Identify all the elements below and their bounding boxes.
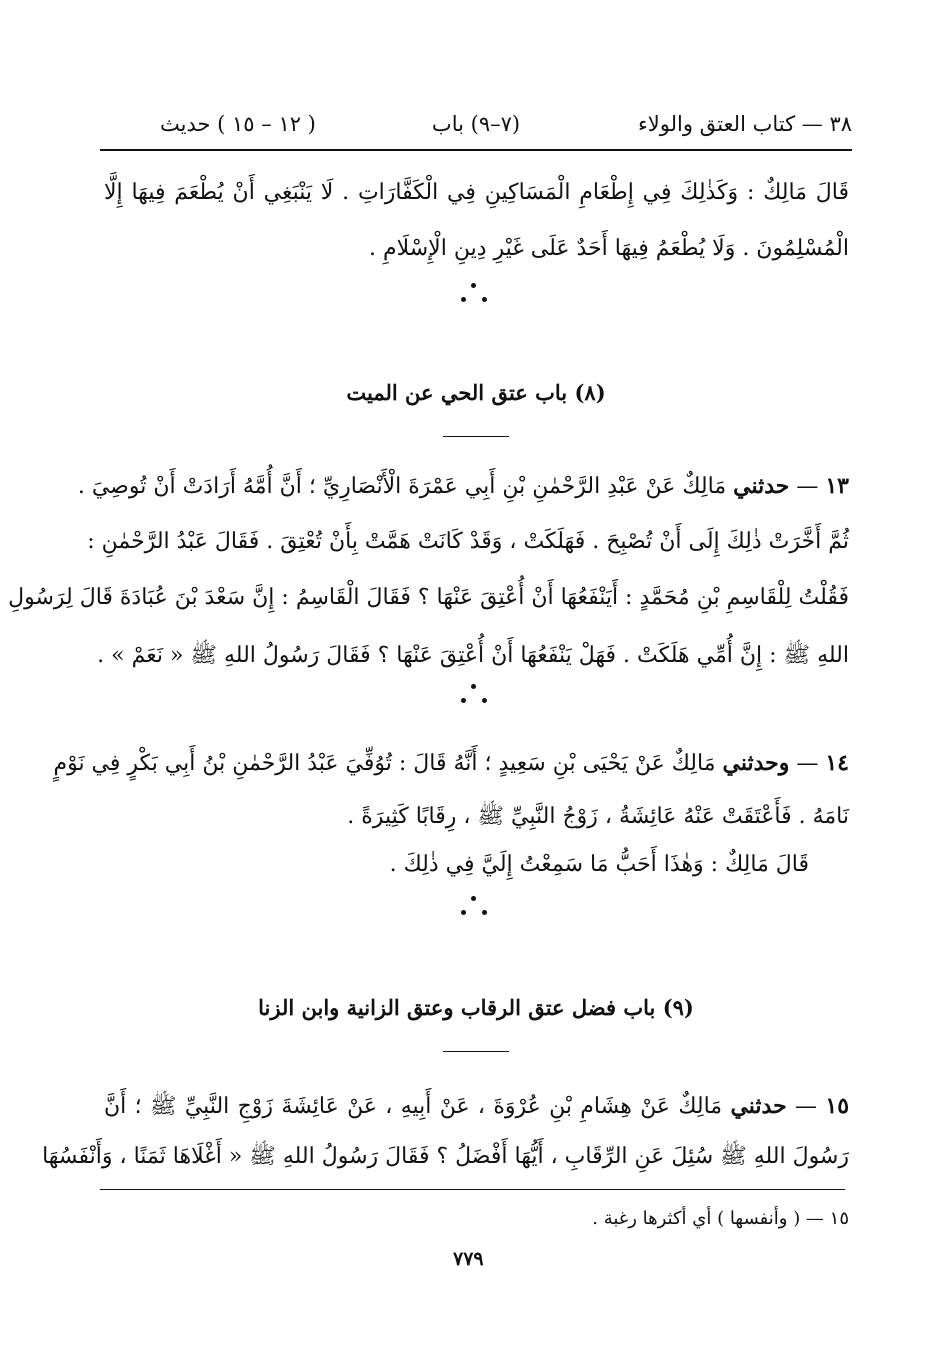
page-number: ٧٧٩ <box>453 1248 484 1270</box>
section-separator <box>454 895 494 921</box>
header-hadith-range: ( ١٢ – ١٥ ) حديث <box>160 112 316 136</box>
text-line: قَالَ مَالِكٌ : وَكَذٰلِكَ فِي إِطْعَامِ الْمَسَاكِينِ فِي الْكَفَّارَاتِ . لَا يَنْبَغِي أَنْ يُطْعَمَ فِيهَا إِلَّا <box>104 180 849 205</box>
hadith-text: مَالِكٌ عَنْ عَبْدِ الرَّحْمٰنِ بْنِ أَبِي عَمْرَةَ الْأَنْصَارِيِّ ؛ أَنَّ أُمَّهُ أَرَادَتْ أَنْ تُوصِيَ . <box>77 474 727 499</box>
hadith-14-line: ١٤ — وحدثني مَالِكٌ عَنْ يَحْيَى بْنِ سَعِيدٍ ؛ أَنَّهُ قَالَ : تُوُفِّيَ عَبْدُ الرَّحْمٰنِ بْنُ أَبِي بَكْرٍ فِي نَوْمٍ <box>53 750 849 776</box>
hadith-number: ١٥ <box>825 1093 850 1119</box>
text-line: فَقُلْتُ لِلْقَاسِمِ بْنِ مُحَمَّدٍ : أَيَنْفَعُهَا أَنْ أُعْتِقَ عَنْهَا ؟ فَقَالَ الْقَاسِمُ : إِنَّ سَعْدَ بْنَ عُبَادَةَ قَالَ لِرَسُولِ <box>8 585 849 610</box>
heading-rule <box>443 436 509 437</box>
section-9-heading: (٩) باب فضل عتق الرقاب وعتق الزانية وابن الزنا <box>258 995 694 1020</box>
section-separator <box>454 282 494 308</box>
text-line: نَامَهُ . فَأَعْتَقَتْ عَنْهُ عَائِشَةُ ، زَوْجُ النَّبِيِّ ﷺ ، رِقَابًا كَثِيرَةً . <box>347 804 849 829</box>
section-separator <box>454 683 494 709</box>
hadith-number: ١٤ <box>825 750 849 776</box>
header-chapter-range: (٧–٩) باب <box>431 112 521 136</box>
footnote-rule <box>100 1189 845 1190</box>
hadith-text: مَالِكٌ عَنْ هِشَامِ بْنِ عُرْوَةَ ، عَنْ أَبِيهِ ، عَنْ عَائِشَةَ زَوْجِ النَّبِيِّ ﷺ ؛ أَنَّ <box>104 1094 723 1119</box>
text-line: رَسُولَ اللهِ ﷺ سُئِلَ عَنِ الرِّقَابِ ، أَيُّهَا أَفْضَلُ ؟ فَقَالَ رَسُولُ اللهِ ﷺ « أَغْلَاهَا ثَمَنًا ، وَأَنْفَسُهَا <box>42 1144 849 1169</box>
hadith-15-line: ١٥ — حدثني مَالِكٌ عَنْ هِشَامِ بْنِ عُرْوَةَ ، عَنْ أَبِيهِ ، عَنْ عَائِشَةَ زَوْجِ النَّبِيِّ ﷺ ؛ أَنَّ <box>104 1093 850 1119</box>
hadith-keyword: حدثني <box>733 473 790 499</box>
header-book-title: ٣٨ — كتاب العتق والولاء <box>637 112 852 136</box>
footnote: ١٥ — ( وأنفسها ) أي أكثرها رغبة . <box>592 1208 849 1229</box>
text-line: الْمُسْلِمُونَ . وَلَا يُطْعَمُ فِيهَا أَحَدٌ عَلَى غَيْرِ دِينِ الْإِسْلَامِ . <box>369 236 849 261</box>
text-line: اللهِ ﷺ : إِنَّ أُمِّي هَلَكَتْ . فَهَلْ يَنْفَعُهَا أَنْ أُعْتِقَ عَنْهَا ؟ فَقَالَ رَسُولُ اللهِ ﷺ « نَعَمْ » . <box>97 643 849 668</box>
running-header <box>100 112 852 144</box>
text-line: قَالَ مَالِكٌ : وَهٰذَا أَحَبُّ مَا سَمِعْتُ إِلَيَّ فِي ذٰلِكَ . <box>389 852 809 877</box>
hadith-keyword: حدثني <box>730 1093 787 1119</box>
hadith-text: مَالِكٌ عَنْ يَحْيَى بْنِ سَعِيدٍ ؛ أَنَّهُ قَالَ : تُوُفِّيَ عَبْدُ الرَّحْمٰنِ بْنُ أَبِي بَكْرٍ فِي نَوْمٍ <box>53 751 716 776</box>
hadith-number: ١٣ <box>825 473 849 499</box>
hadith-keyword: وحدثني <box>722 750 790 776</box>
header-rule <box>100 149 852 151</box>
section-8-heading: (٨) باب عتق الحي عن الميت <box>346 380 606 405</box>
hadith-13-line: ١٣ — حدثني مَالِكٌ عَنْ عَبْدِ الرَّحْمٰنِ بْنِ أَبِي عَمْرَةَ الْأَنْصَارِيِّ ؛ أَنَّ أُمَّهُ أَرَادَتْ أَنْ تُوصِيَ . <box>77 473 849 499</box>
heading-rule <box>443 1051 509 1052</box>
text-line: ثُمَّ أَخَّرَتْ ذٰلِكَ إِلَى أَنْ تُصْبِحَ . فَهَلَكَتْ ، وَقَدْ كَانَتْ هَمَّتْ بِأَنْ تُعْتِقَ . فَقَالَ عَبْدُ الرَّحْمٰنِ : <box>87 529 849 554</box>
